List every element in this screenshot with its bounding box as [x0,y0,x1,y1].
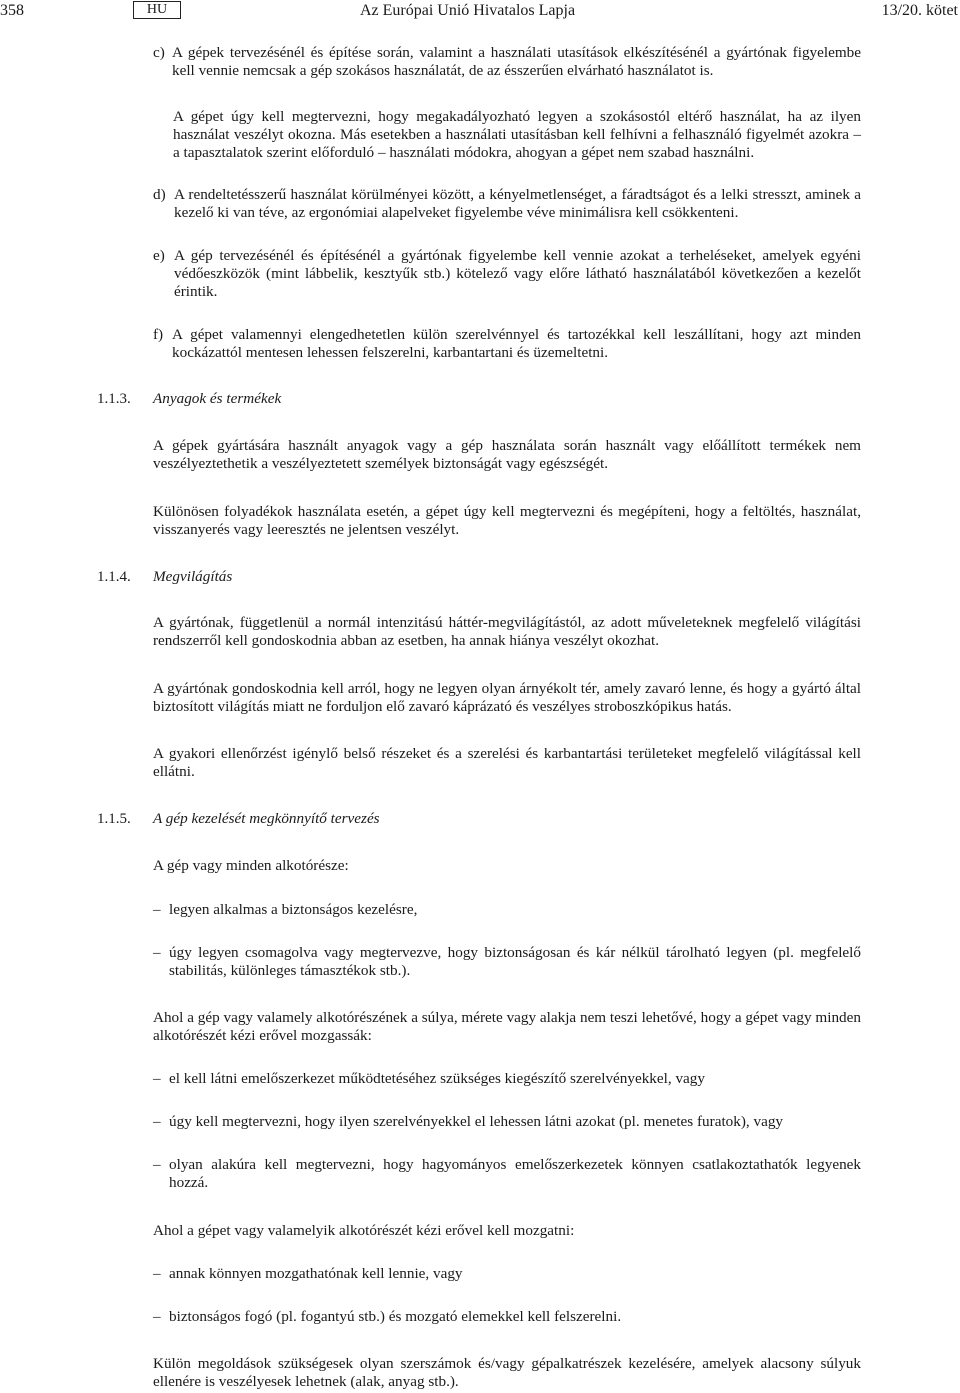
section-paragraph: A gyakori ellenőrzést igénylő belső részeket és a szerelési és karbantartási területeket megfelelő világítással kell ellátni. [153,745,861,780]
dash-list-item [153,1113,861,1133]
section-paragraph: Külön megoldások szükségesek olyan szerszámok és/vagy gépalkatrészek kezelésére, amelyek alacsony súlyuk ellenére is veszélyesek lehetnek (alak, anyag stb.). [153,1355,861,1390]
dash-list-item [153,1265,861,1285]
dash-marker: – [153,944,161,961]
dash-item-text: legyen alkalmas a biztonságos kezelésre, [169,901,418,918]
dash-marker: – [153,901,161,918]
section-paragraph: A gyártónak, függetlenül a normál intenzitású háttér-megvilágítástól, az adott műveleteknek megfelelő világítási rendszerről kell gondoskodnia abban az esetben, ha annak hiánya veszélyt okozhat. [153,614,861,649]
item-label: c) [153,44,165,61]
paragraph-item-c [153,44,861,84]
item-label: f) [153,326,164,343]
page-number: 358 [0,2,24,19]
dash-list-item [153,944,861,984]
dash-list-item [153,901,861,921]
volume-label: 13/20. kötet [881,2,958,19]
section-paragraph: A gyártónak gondoskodnia kell arról, hogy ne legyen olyan árnyékolt tér, amely zavaró lenne, és hogy a gyártó által biztosított világítás miatt ne forduljon elő zavaró káprázató és veszélyes stroboszkópikus hatás. [153,680,861,715]
item-label: d) [153,186,166,203]
section-paragraph: Különösen folyadékok használata esetén, a gépet úgy kell megtervezni és megépíteni, hogy a feltöltés, használat, visszanyerés vagy leeresztés ne jelentsen veszélyt. [153,503,861,538]
item-label: e) [153,247,165,264]
section-title: Anyagok és termékek [153,390,282,407]
dash-marker: – [153,1156,161,1173]
item-text: A gépet valamennyi elengedhetetlen külön szerelvénnyel és tartozékkal kell leszállítani, hogy azt minden kockázattól mentesen lehessen felszerelni, karbantartani és üzemeltetni. [172,326,861,361]
dash-marker: – [153,1265,161,1282]
dash-list-item [153,1070,861,1090]
section-title: Megvilágítás [153,568,233,585]
dash-marker: – [153,1070,161,1087]
dash-item-text: annak könnyen mozgathatónak kell lennie, vagy [169,1265,463,1282]
section-paragraph: A gépek gyártására használt anyagok vagy a gép használata során használt vagy előállított termékek nem veszélyeztethetik a veszélyeztetett személyek biztonságát vagy egészségét. [153,437,861,472]
item-text: A gépek tervezésénél és építése során, valamint a használati utasítások elkészítésénél a gyártónak figyelembe kell vennie nemcsak a gép szokásos használatát, de az ésszerűen elvárható használatot is. [172,44,861,79]
dash-marker: – [153,1113,161,1130]
dash-list-item [153,1156,861,1196]
dash-list-item [153,1308,861,1328]
section-paragraph: Ahol a gép vagy valamely alkotórészének a súlya, mérete vagy alakja nem teszi lehetővé, hogy a gépet vagy minden alkotórészét kézi erővel mozgassák: [153,1009,861,1044]
dash-item-text: úgy legyen csomagolva vagy megtervezve, hogy biztonságosan és kár nélkül tárolható legyen (pl. megfelelő stabilitás, különleges támasztékok stb.). [169,944,861,979]
section-paragraph: A gép vagy minden alkotórésze: [153,857,349,874]
section-paragraph: Ahol a gépet vagy valamelyik alkotórészét kézi erővel kell mozgatni: [153,1222,575,1239]
dash-item-text: biztonságos fogó (pl. fogantyú stb.) és mozgató elemekkel kell felszerelni. [169,1308,622,1325]
paragraph-c-continuation: A gépet úgy kell megtervezni, hogy megakadályozható legyen a szokásostól eltérő használat, ha az ilyen használat veszélyt okozna. Más esetekben a használati utasításban kell felhívni a felhasználó figyelmét azokra – a tapasztalatok szerint előforduló – használati módokra, ahogyan a gépet nem szabad használni. [173,108,861,161]
language-badge: HU [133,1,181,19]
section-number: 1.1.3. [97,391,131,407]
page-header [0,0,960,26]
section-title: A gép kezelését megkönnyítő tervezés [153,810,380,827]
dash-item-text: úgy kell megtervezni, hogy ilyen szerelvényekkel el lehessen látni azokat (pl. menetes furatok), vagy [169,1113,784,1130]
item-text: A rendeltetésszerű használat körülményei között, a kényelmetlenséget, a fáradtságot és a lelki stresszt, aminek a kezelő ki van téve, az ergonómiai alapelveket figyelembe véve minimálisra kell csökkenteni. [174,186,861,221]
dash-item-text: el kell látni emelőszerkezet működtetéséhez szükséges kiegészítő szerelvényekkel, vagy [169,1070,705,1087]
paragraph-item-f [153,326,861,366]
dash-marker: – [153,1308,161,1325]
paragraph-item-d [153,186,861,226]
section-number: 1.1.4. [97,569,131,585]
dash-item-text: olyan alakúra kell megtervezni, hogy hagyományos emelőszerkezetek könnyen csatlakoztathatók legyenek hozzá. [169,1156,861,1191]
section-number: 1.1.5. [97,811,131,827]
item-text: A gép tervezésénél és építésénél a gyártónak figyelembe kell vennie azokat a terheléseket, amelyek egyéni védőeszközök (mint lábbelik, kesztyűk stb.) kötelező vagy előre látható használatából következően a kezelőt érintik. [174,247,861,300]
journal-title: Az Európai Unió Hivatalos Lapja [360,2,576,19]
paragraph-item-e [153,247,861,305]
